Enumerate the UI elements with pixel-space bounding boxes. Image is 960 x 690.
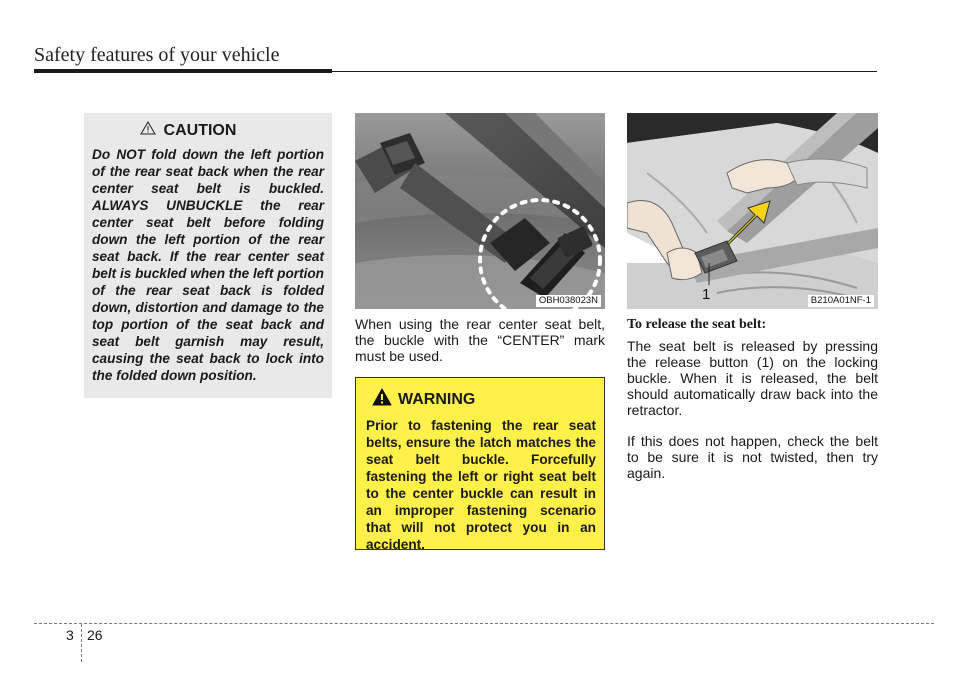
- center-belt-paragraph: When using the rear center seat belt, the buckle with the “CENTER” mark must be used.: [355, 316, 605, 364]
- chapter-number: 3: [66, 627, 74, 643]
- header-rule: [34, 69, 332, 73]
- caution-box: [84, 113, 332, 398]
- header-rule-thin: [332, 71, 877, 72]
- page-header-title: Safety features of your vehicle: [34, 44, 280, 66]
- release-check-paragraph: If this does not happen, check the belt to be sure it is not twisted, then try again.: [627, 433, 878, 481]
- caution-header: [52, 121, 324, 140]
- page-number: 26: [87, 627, 103, 643]
- footer-rule: [34, 623, 934, 624]
- warning-text: Prior to fastening the rear seat belts, ensure the latch matches the seat belt buckle. Forcefully fastening the left or right seat belt to the center buckle can result in an improper fastening scenario that will not protect you in an accident.: [366, 418, 596, 552]
- caution-title: CAUTION: [163, 121, 237, 139]
- warning-triangle-icon: [372, 388, 392, 411]
- warning-header: [372, 388, 596, 411]
- center-buckle-photo: [355, 113, 605, 309]
- warning-box: [355, 377, 605, 550]
- belt-release-illustration: [627, 113, 878, 309]
- release-paragraph: The seat belt is released by pressing the release button (1) on the locking buckle. When it is released, the belt should automatically draw back into the retractor.: [627, 338, 878, 418]
- release-heading: To release the seat belt:: [627, 317, 767, 332]
- footer-divider: [81, 624, 82, 662]
- figure-code-right: B210A01NF-1: [808, 295, 874, 307]
- warning-title: WARNING: [398, 390, 476, 408]
- figure-code-left: OBH038023N: [536, 295, 601, 307]
- caution-triangle-icon: [140, 121, 156, 140]
- caution-text: Do NOT fold down the left portion of the rear seat back when the rear center seat belt is buckled. ALWAYS UNBUCKLE the rear center seat belt before folding down the left portion of the rear seat back. If the rear center seat belt is buckled when the left portion of the rear seat back is folded down, distortion and damage to the top portion of the seat back and seat belt garnish may result, causing the seat back to lock into the folded down position.: [92, 147, 324, 383]
- callout-number-1: 1: [702, 286, 711, 303]
